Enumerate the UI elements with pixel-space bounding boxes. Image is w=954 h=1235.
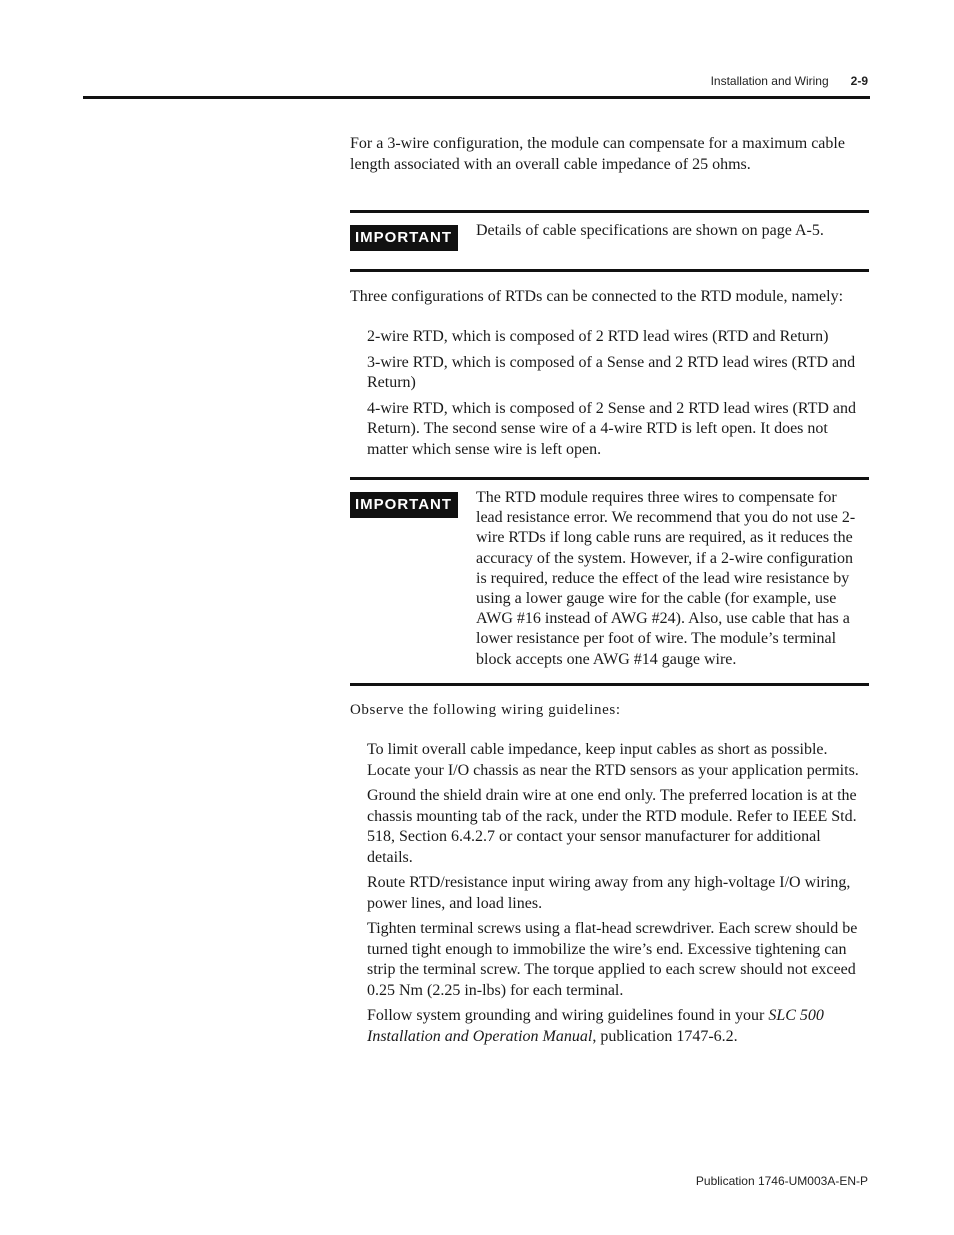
guideline-suffix: , publication 1747-6.2. [592,1027,738,1045]
manual-title: SLC 500 Installation and Operation Manual [367,1007,824,1045]
important-note-1 [350,210,869,272]
configurations-lead: Three configurations of RTDs can be connected to the RTD module, namely: [350,288,844,305]
list-item: 3-wire RTD, which is composed of a Sense and 2 RTD lead wires (RTD and Return) [367,353,856,391]
header-section-title: Installation and Wiring [710,74,829,88]
page-number: 2-9 [850,74,868,88]
guidelines-lead: Observe the following wiring guidelines: [350,702,621,718]
important-badge: IMPORTANT [350,492,458,518]
guidelines-list [350,740,870,1052]
important-note-text: The RTD module requires three wires to compensate for lead resistance error. We recommend that you do not use 2-wire RTDs if long cable runs are required, as it reduces the accuracy of the system. However, if a 2-wire configuration is required, reduce the effect of the lead wire resistance by using a lower gauge wire for the cable (for example, use AWG #16 instead of AWG #24). Also, use cable that has a lower resistance per foot of wire. The module’s terminal block accepts one AWG #14 gauge wire. [476,489,856,668]
intro-paragraph: For a 3-wire configuration, the module can compensate for a maximum cable length associated with an overall cable impedance of 25 ohms. [350,135,845,173]
page-header [711,74,868,88]
header-rule [83,96,870,99]
publication-footer: Publication 1746-UM003A-EN-P [695,1174,868,1188]
important-note-2 [350,477,869,686]
list-item: 2-wire RTD, which is composed of 2 RTD lead wires (RTD and Return) [367,328,829,345]
important-badge: IMPORTANT [350,225,458,251]
configurations-list [350,327,870,465]
important-note-text: Details of cable specifications are shown on page A-5. [476,222,824,239]
list-item: Ground the shield drain wire at one end only. The preferred location is at the chassis mounting tab of the rack, under the RTD module. Refer to IEEE Std. 518, Section 6.4.2.7 or contact your sensor manufacturer for additional details. [367,787,857,866]
list-item: 4-wire RTD, which is composed of 2 Sense and 2 RTD lead wires (RTD and Return). The second sense wire of a 4-wire RTD is left open. It does not matter which sense wire is left open. [367,399,857,458]
guideline-prefix: Follow system grounding and wiring guidelines found in your [367,1007,769,1024]
list-item: Route RTD/resistance input wiring away from any high-voltage I/O wiring, power lines, and load lines. [367,874,851,912]
list-item: Tighten terminal screws using a flat-head screwdriver. Each screw should be turned tight enough to immobilize the wire’s end. Excessive tightening can strip the terminal screw. The torque applied to each screw should not exceed 0.25 Nm (2.25 in-lbs) for each terminal. [367,920,858,999]
list-item: To limit overall cable impedance, keep input cables as short as possible. Locate your I/O chassis as near the RTD sensors as your application permits. [367,741,859,779]
list-item [367,1006,870,1047]
